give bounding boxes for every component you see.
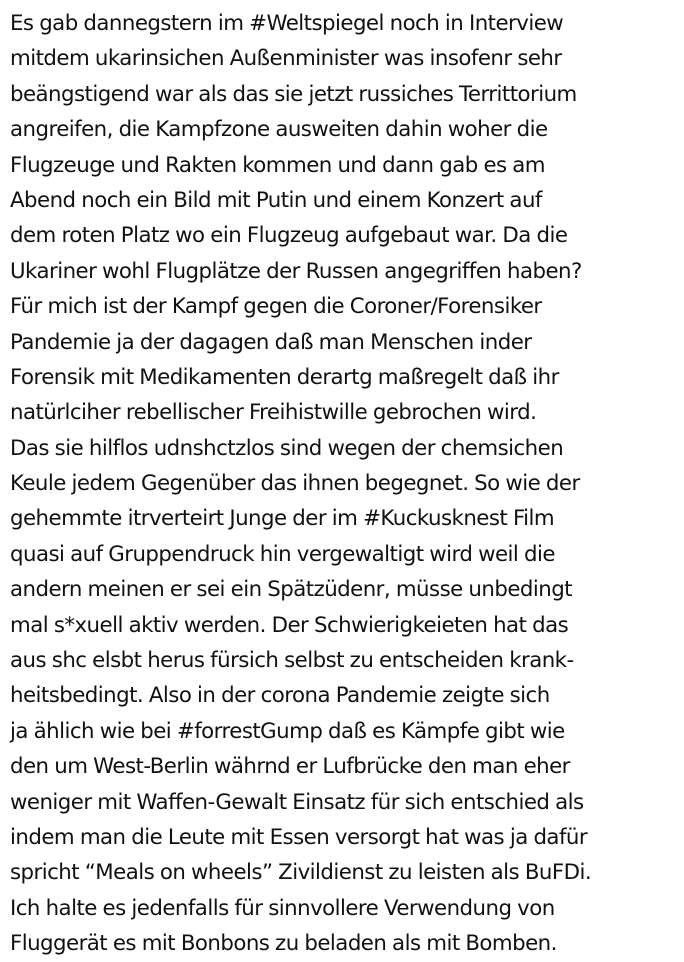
text-line: Keule jedem Gegenüber das ihnen begegnet. So wie der bbox=[10, 471, 580, 497]
text-line: beängstigend war als das sie jetzt russiches Territtorium bbox=[10, 81, 577, 107]
text-line: natürlciher rebellischer Freihistwille gebrochen wird. bbox=[10, 400, 537, 426]
text-line: heitsbedingt. Also in der corona Pandemie zeigte sich bbox=[10, 683, 550, 709]
text-line: mal s*xuell aktiv werden. Der Schwierigkeieten hat das bbox=[10, 612, 569, 638]
text-line: Das sie hilflos udnshctzlos sind wegen der chemsichen bbox=[10, 435, 564, 461]
document-text bbox=[10, 6, 680, 962]
text-line: den um West-Berlin währnd er Lufbrücke den man eher bbox=[10, 754, 570, 780]
text-line: aus shc elsbt herus fürsich selbst zu entscheiden krank- bbox=[10, 648, 574, 674]
text-line: mitdem ukarinsichen Außenminister was insofenr sehr bbox=[10, 46, 562, 72]
text-line: andern meinen er sei ein Spätzüdenr, müsse unbedingt bbox=[10, 577, 572, 603]
text-line: gehemmte itrverteirt Junge der im #Kuckusknest Film bbox=[10, 506, 555, 532]
text-line: ja ählich wie bei #forrestGump daß es Kämpfe gibt wie bbox=[10, 718, 565, 744]
text-line: indem man die Leute mit Essen versorgt hat was ja dafür bbox=[10, 824, 588, 850]
text-line: dem roten Platz wo ein Flugzeug aufgebaut war. Da die bbox=[10, 223, 568, 249]
text-line: Ukariner wohl Flugplätze der Russen angegriffen haben? bbox=[10, 258, 582, 284]
text-line: weniger mit Waffen-Gewalt Einsatz für sich entschied als bbox=[10, 789, 584, 815]
text-line: Forensik mit Medikamenten derartg maßregelt daß ihr bbox=[10, 364, 559, 390]
text-line: Fluggerät es mit Bonbons zu beladen als mit Bomben. bbox=[10, 931, 557, 957]
text-line: quasi auf Gruppendruck hin vergewaltigt wird weil die bbox=[10, 541, 555, 567]
text-line: Abend noch ein Bild mit Putin und einem Konzert auf bbox=[10, 187, 542, 213]
text-line: spricht “Meals on wheels” Zivildienst zu leisten als BuFDi. bbox=[10, 860, 592, 886]
text-line: Flugzeuge und Rakten kommen und dann gab es am bbox=[10, 152, 546, 178]
text-line: Ich halte es jedenfalls für sinnvollere Verwendung von bbox=[10, 895, 555, 921]
text-line: Für mich ist der Kampf gegen die Coroner/Forensiker bbox=[10, 294, 542, 320]
text-line: Pandemie ja der dagagen daß man Menschen inder bbox=[10, 329, 532, 355]
text-line: Es gab dannegstern im #Weltspiegel noch in Interview bbox=[10, 11, 564, 36]
text-line: angreifen, die Kampfzone ausweiten dahin woher die bbox=[10, 117, 548, 143]
